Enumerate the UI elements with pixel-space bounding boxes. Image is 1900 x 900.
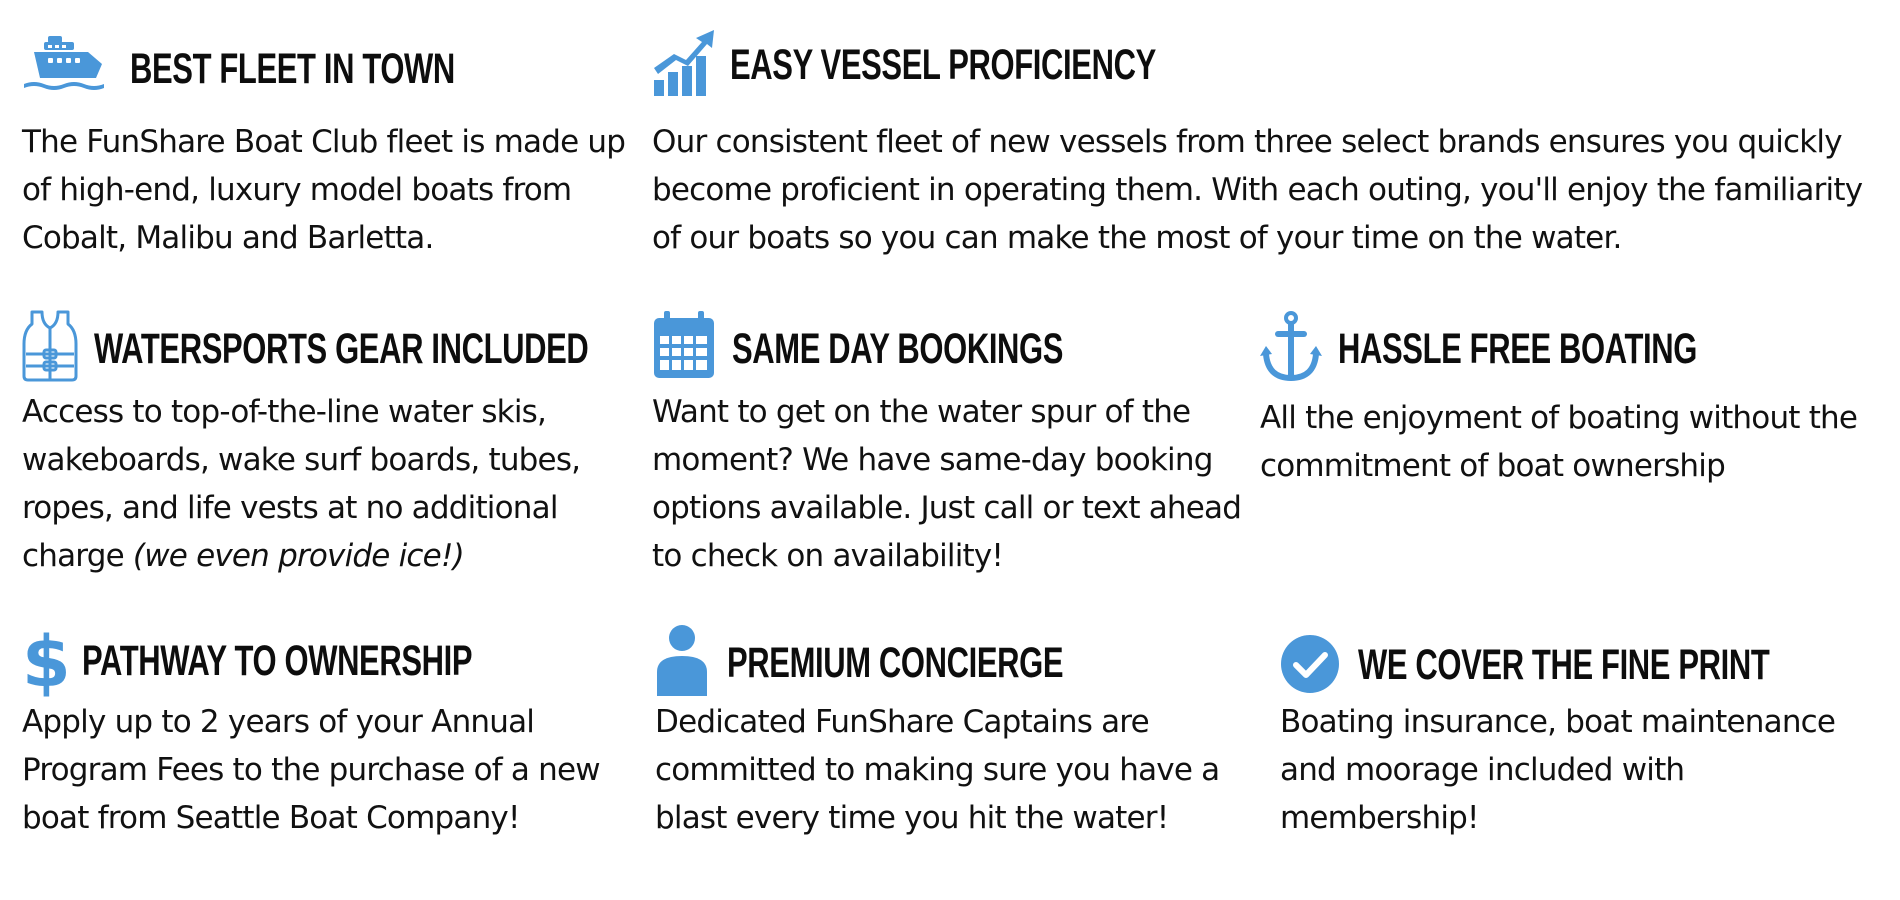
feature-header — [655, 624, 1255, 694]
feature-header — [652, 310, 1262, 380]
feature-description: All the enjoyment of boating without the commitment of boat ownership — [1260, 400, 1858, 484]
boat-icon — [22, 28, 106, 98]
feature-header — [22, 310, 632, 380]
feature-hassle-free-boating — [1260, 310, 1890, 484]
life-vest-icon — [22, 310, 78, 382]
feature-pathway-to-ownership — [22, 621, 642, 836]
feature-premium-concierge — [655, 624, 1255, 836]
feature-header — [22, 28, 632, 98]
feature-best-fleet — [22, 28, 632, 256]
anchor-icon — [1260, 310, 1322, 384]
feature-header — [1280, 624, 1890, 694]
feature-fine-print — [1280, 624, 1890, 836]
feature-watersports-gear — [22, 310, 632, 574]
feature-title: WATERSPORTS GEAR INCLUDED — [94, 325, 589, 373]
feature-header — [1260, 310, 1890, 380]
feature-description: Want to get on the water spur of the moment? We have same-day booking options available. Just call or text ahead to check on availability! — [652, 394, 1242, 574]
feature-description — [22, 388, 632, 580]
growth-chart-icon — [652, 28, 716, 98]
feature-title: EASY VESSEL PROFICIENCY — [730, 41, 1156, 89]
calendar-icon — [652, 310, 716, 380]
person-icon — [655, 624, 709, 698]
feature-title: HASSLE FREE BOATING — [1338, 325, 1697, 373]
feature-title: PREMIUM CONCIERGE — [727, 639, 1064, 687]
checkmark-circle-icon — [1280, 634, 1340, 694]
feature-description-note: (we even provide ice!) — [132, 538, 464, 574]
feature-same-day-bookings — [652, 310, 1262, 574]
feature-description: Our consistent fleet of new vessels from three select brands ensures you quickly become proficient in operating them. With each outing, you'll enjoy the familiarity of our boats so you can make the most of your time on the water. — [652, 124, 1863, 256]
feature-header — [652, 28, 1892, 98]
feature-title: SAME DAY BOOKINGS — [732, 325, 1064, 373]
svg-text:$: $ — [22, 621, 71, 703]
feature-title: WE COVER THE FINE PRINT — [1358, 641, 1770, 689]
feature-description-text: Access to top-of-the-line water skis, wakeboards, wake surf boards, tubes, ropes, and life vests at no additional charge — [22, 394, 581, 574]
feature-header — [22, 621, 642, 703]
feature-description: Dedicated FunShare Captains are committed to making sure you have a blast every time you hit the water! — [655, 704, 1220, 836]
feature-title: PATHWAY TO OWNERSHIP — [82, 637, 473, 685]
feature-description: The FunShare Boat Club fleet is made up of high-end, luxury model boats from Cobalt, Malibu and Barletta. — [22, 124, 626, 256]
feature-title: BEST FLEET IN TOWN — [130, 45, 455, 93]
dollar-icon — [22, 621, 71, 703]
feature-description: Apply up to 2 years of your Annual Program Fees to the purchase of a new boat from Seattle Boat Company! — [22, 704, 600, 836]
feature-easy-vessel-proficiency — [652, 28, 1892, 256]
feature-description: Boating insurance, boat maintenance and moorage included with membership! — [1280, 704, 1836, 836]
